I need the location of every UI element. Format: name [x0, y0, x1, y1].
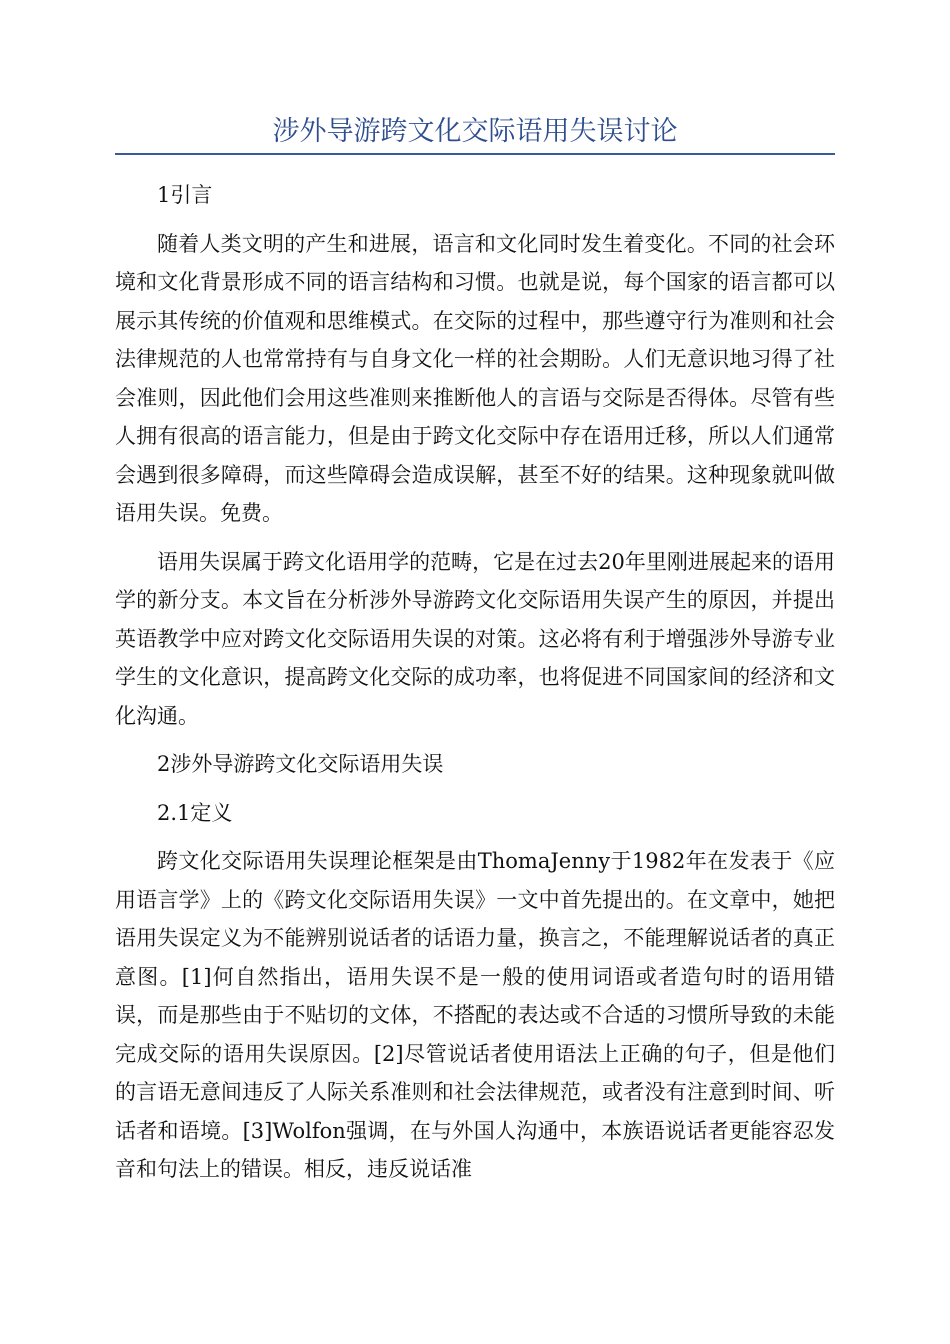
paragraph-intro-2: 语用失误属于跨文化语用学的范畴，它是在过去20年里刚进展起来的语用学的新分支。本文旨在分析涉外导游跨文化交际语用失误产生的原因，并提出英语教学中应对跨文化交际语用失误的对策。这必将有利于增强涉外导游专业学生的文化意识，提高跨文化交际的成功率，也将促进不同国家间的经济和文化沟通。 [115, 549, 835, 728]
title-underline [115, 153, 835, 155]
section-heading-introduction: 1引言 [157, 183, 213, 207]
paragraph-intro-1: 随着人类文明的产生和进展，语言和文化同时发生着变化。不同的社会环境和文化背景形成不同的语言结构和习惯。也就是说，每个国家的语言都可以展示其传统的价值观和思维模式。在交际的过程中，那些遵守行为准则和社会法律规范的人也常常持有与自身文化一样的社会期盼。人们无意识地习得了社会准则，因此他们会用这些准则来推断他人的言语与交际是否得体。尽管有些人拥有很高的语言能力，但是由于跨文化交际中存在语用迁移，所以人们通常会遇到很多障碍，而这些障碍会造成误解，甚至不好的结果。这种现象就叫做语用失误。免费。 [115, 231, 835, 525]
subsection-heading-definition: 2.1定义 [157, 800, 233, 825]
document-body [115, 176, 835, 1199]
section-heading-pragmatic-failure: 2涉外导游跨文化交际语用失误 [157, 752, 444, 776]
document-title: 涉外导游跨文化交际语用失误讨论 [272, 116, 678, 147]
paragraph-definition: 跨文化交际语用失误理论框架是由ThomaJenny于1982年在发表于《应用语言学》上的《跨文化交际语用失误》一文中首先提出的。在文章中，她把语用失误定义为不能辨别说话者的话语力量，换言之，不能理解说话者的真正意图。[1]何自然指出，语用失误不是一般的使用词语或者造句时的语用错误，而是那些由于不贴切的文体，不搭配的表达或不合适的习惯所导致的未能完成交际的语用失误原因。[2]尽管说话者使用语法上正确的句子，但是他们的言语无意间违反了人际关系准则和社会法律规范，或者没有注意到时间、听话者和语境。[3]Wolfon强调，在与外国人沟通中，本族语说话者更能容忍发音和句法上的错误。相反，违反说话准 [115, 849, 835, 1181]
